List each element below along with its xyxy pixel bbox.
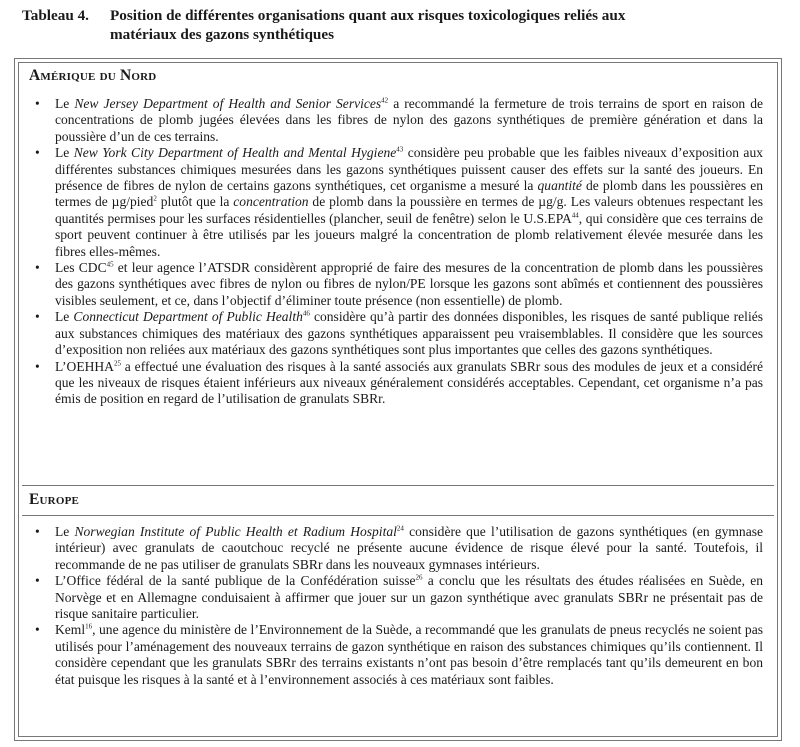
item-text: a conclu que les résultats des études réalisées en Suède, en Norvège et en Allemagne conduisaient à affirmer que jouer sur un gazon synthétique avec granulats SBRr ne présentait pas de risque sanitaire particulier.: [55, 573, 763, 622]
list-item: [19, 260, 777, 309]
footnote-ref: 26: [415, 573, 423, 582]
list-item: [19, 309, 777, 358]
list-item: [19, 524, 777, 573]
footnote-ref: 24: [396, 524, 404, 533]
emphasis: quantité: [537, 178, 582, 194]
list-item: [19, 622, 777, 688]
item-text: et leur agence l’ATSDR considèrent approprié de faire des mesures de la concentration de plomb dans les poussières des gazons synthétiques avec fibres de nylon ou fibres de nylon/PE lorsque les gazons sont abîmés et contiennent des poussières visibles seulement, et ce, dans l’objectif d’éliminer toute présence (non essentielle) de plomb.: [55, 260, 763, 308]
item-text: plutôt que la: [156, 194, 234, 210]
item-prefix: Keml: [55, 622, 86, 638]
table-title-line2: matériaux des gazons synthétiques: [110, 26, 335, 43]
item-prefix: Les CDC: [55, 260, 107, 276]
list-item: [19, 573, 777, 622]
table-label: Tableau 4.: [22, 7, 89, 24]
item-text: a effectué une évaluation des risques à la santé associés aux granulats SBRr sous des modules de jeux et a considéré que les niveaux de risques étaient inférieurs aux niveaux généralement considérés acceptables. Cependant, cet organisme n’a pas émis de position en regard de l’utilisation de granulats SBRr.: [55, 358, 763, 407]
unit-exponent: 2: [153, 194, 157, 203]
item-prefix: Le: [55, 96, 75, 111]
section-heading-europe: Europe: [29, 491, 80, 508]
table-title-line1: Position de différentes organisations quant aux risques toxicologiques reliés aux: [110, 7, 626, 24]
footnote-ref: 45: [106, 260, 114, 269]
org-name: New York City Department of Health and Mental Hygiene: [73, 145, 397, 161]
section-divider: [22, 515, 774, 516]
item-text: de plomb dans les poussières en termes de µg/pied: [55, 178, 763, 210]
item-text: de plomb dans la poussière en termes de µg/g. Les valeurs obtenues respectant les quantités permises pour les surfaces résidentielles (plancher, seuil de fenêtre) selon le U.S.EPA: [55, 194, 763, 226]
footnote-ref: 16: [85, 622, 93, 631]
item-text: a recommandé la fermeture de trois terrains de sport en raison de concentrations de plomb jugées élevées dans les fibres de nylon des gazons synthétiques de première génération et dans la poussière d’un de ces terrains.: [55, 96, 763, 144]
footnote-ref: 46: [302, 309, 310, 318]
item-text: considère peu probable que les faibles niveaux d’exposition aux différentes substances chimiques mesurées dans les gazons synthétiques puissent causer des effets sur la santé des joueurs. En présence de fibres de nylon de certains gazons synthétiques, cet organisme a mesuré la: [55, 145, 763, 194]
item-text: , une agence du ministère de l’Environnement de la Suède, a recommandé que les granulats de pneus recyclés ne soient pas utilisés pour l’aménagement des nouveaux terrains de gazon synthétique en raison des substances chimiques qu’ils contiennent. Il considère cependant que les granulats SBRr des terrains existants n’ont pas besoin d’être remplacés tant qu’ils demeurent en bon état puisque les risques à la santé et à l’environnement associés à ces matériaux sont faibles.: [55, 622, 763, 687]
emphasis: concentration: [233, 194, 309, 210]
org-name: Norwegian Institute of Public Health et Radium Hospital: [74, 524, 397, 539]
item-prefix: Le: [55, 309, 74, 325]
list-item: [19, 359, 777, 408]
item-text: , qui considère que ces terrains de sport peuvent continuer à être utilisés par les joueurs malgré la concentration de plomb relativement élevée mesurée dans les fibres elles-mêmes.: [55, 210, 763, 259]
org-name: Connecticut Department of Public Health: [73, 309, 303, 325]
org-name: New Jersey Department of Health and Senior Services: [74, 96, 382, 111]
list-item: [19, 145, 777, 260]
section-divider: [22, 485, 774, 486]
north-america-list: [19, 96, 777, 408]
section-heading-north-america: Amérique du Nord: [29, 67, 157, 84]
table-inner-frame: [18, 62, 778, 737]
footnote-ref: 43: [396, 145, 404, 154]
table-frame: [14, 58, 782, 741]
list-item: [19, 96, 777, 145]
footnote-ref: 44: [571, 211, 579, 220]
item-text: considère que l’utilisation de gazons synthétiques (en gymnase intérieur) avec granulats de caoutchouc recyclé ne présente aucune évidence de risque élevé pour la santé. Toutefois, il recommande de ne pas utiliser de granulats SBRr dans les nouveaux gymnases intérieurs.: [55, 524, 763, 572]
item-text: considère qu’à partir des données disponibles, les risques de santé publique reliés aux substances chimiques des matériaux des gazons synthétiques apparaissent peu vraisemblables. Il considère que les sources d’exposition non reliées aux matériaux des gazons synthétiques sont plus importantes que celles des gazons synthétiques.: [55, 309, 763, 358]
footnote-ref: 42: [381, 96, 389, 105]
item-prefix: L’Office fédéral de la santé publique de la Confédération suisse: [55, 573, 416, 589]
item-prefix: L’OEHHA: [55, 358, 114, 374]
item-prefix: Le: [55, 145, 74, 161]
table-title: [22, 6, 782, 44]
footnote-ref: 25: [113, 358, 121, 367]
europe-list: [19, 524, 777, 688]
item-prefix: Le: [55, 524, 75, 539]
